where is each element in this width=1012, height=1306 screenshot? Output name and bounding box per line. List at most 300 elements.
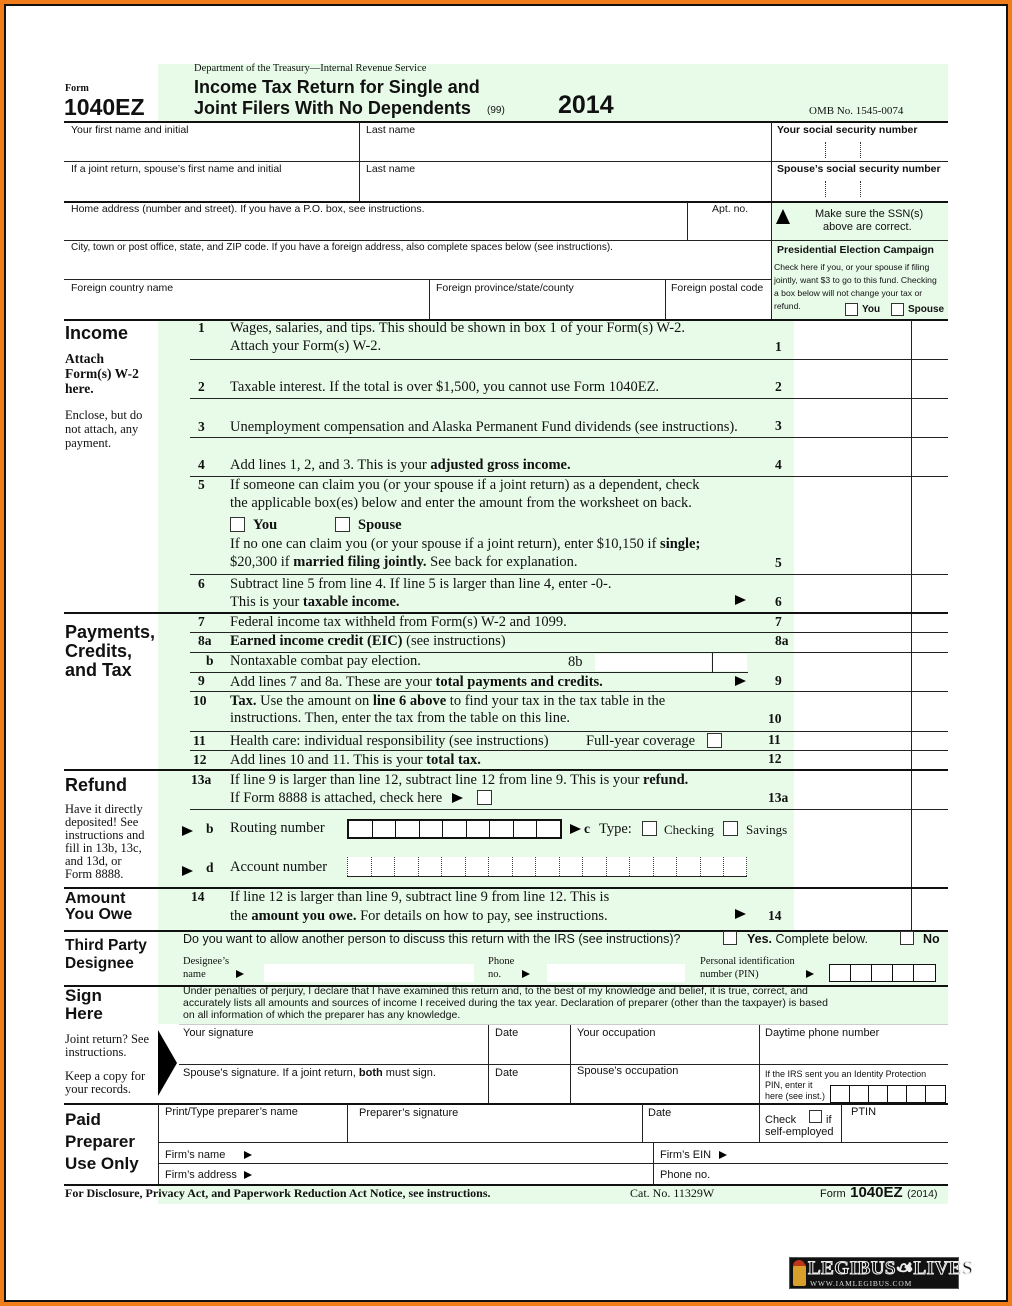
firm-address-label: Firm’s address	[165, 1169, 237, 1181]
line-11-text: Health care: individual responsibility (see instructions)	[230, 733, 549, 749]
line-13b-letter: b	[206, 821, 214, 836]
divider	[64, 240, 948, 241]
ptin-label: PTIN	[851, 1106, 877, 1118]
designee-yes-checkbox[interactable]	[723, 931, 737, 945]
divider	[190, 809, 948, 810]
line-9-ref: 9	[775, 673, 782, 688]
checking-checkbox[interactable]	[642, 821, 657, 836]
line-2-text: Taxable interest. If the total is over $1,500, you cannot use Form 1040EZ.	[230, 379, 660, 395]
payments-section-title-1: Payments,	[65, 622, 156, 642]
account-digit-box[interactable]	[371, 857, 395, 876]
spouse-occupation-input[interactable]	[573, 1082, 756, 1102]
line-5-ref: 5	[775, 555, 782, 570]
firm-name-label: Firm’s name	[165, 1149, 226, 1161]
line-3-amount-input[interactable]	[796, 400, 910, 436]
logo-title: LEGIBUS☙LIVES	[808, 1258, 974, 1279]
spouse-signature-label: Spouse’s signature. If a joint return, both must sign.	[183, 1067, 436, 1079]
firm-name-input[interactable]	[258, 1145, 650, 1162]
perjury-text-1: Under penalties of perjury, I declare that I have examined this return and, to the best of my knowledge and belief, it is true, correct, and	[183, 985, 808, 997]
line-8a-text: Earned income credit (EIC) (see instructions)	[230, 633, 506, 649]
routing-digit-box[interactable]	[537, 821, 561, 837]
line-5-number: 5	[198, 477, 205, 492]
form-8888-checkbox[interactable]	[477, 790, 492, 805]
tax-year: 2014	[558, 91, 614, 119]
line-12-number: 12	[193, 752, 207, 767]
ptin-input[interactable]	[844, 1121, 947, 1141]
line-11-ref: 11	[768, 732, 781, 747]
line-9-number: 9	[198, 673, 205, 688]
arrow-right-icon	[522, 970, 530, 978]
line-14-text-2: the amount you owe. For details on how to pay, see instructions.	[230, 908, 608, 924]
apt-no-label: Apt. no.	[712, 203, 749, 215]
arrow-right-icon	[806, 970, 814, 978]
ip-pin-text-2: PIN, enter it	[765, 1080, 813, 1090]
line-13a-text: If line 9 is larger than line 12, subtract line 12 from line 9. This is your refund.	[230, 772, 689, 788]
line-7-text: Federal income tax withheld from Form(s) W-2 and 1099.	[230, 614, 567, 630]
account-digit-box[interactable]	[582, 857, 606, 876]
identity-protection-pin-input[interactable]	[830, 1085, 946, 1103]
refund-note-5: and 13d, or	[65, 854, 122, 868]
line-4-text: Add lines 1, 2, and 3. This is your adjusted gross income.	[230, 457, 571, 473]
line-8a-amount-input[interactable]	[796, 634, 910, 650]
designee-no-label: No	[923, 932, 940, 946]
firm-ein-input[interactable]	[733, 1145, 947, 1162]
attach-note-1: Attach	[65, 351, 104, 366]
arrow-right-icon	[719, 1151, 727, 1159]
sign-section-title-2: Here	[65, 1004, 103, 1023]
ip-pin-text-1: If the IRS sent you an Identity Protection	[765, 1069, 927, 1079]
line-12-text: Add lines 10 and 11. This is your total tax.	[230, 752, 481, 768]
arrow-right-icon	[570, 824, 581, 834]
pec-text-2: jointly, want $3 to go to this fund. Checking	[774, 275, 937, 285]
account-digit-box[interactable]	[559, 857, 583, 876]
line-7-ref: 7	[775, 614, 782, 629]
helmet-plume-icon	[793, 1260, 805, 1266]
pin-digit-box[interactable]	[830, 965, 851, 981]
line-8a-ref: 8a	[775, 633, 789, 648]
routing-digit-box[interactable]	[490, 821, 514, 837]
catalog-number: Cat. No. 11329W	[630, 1186, 715, 1200]
line-5-you-label: You	[253, 517, 278, 533]
line-13d-letter: d	[206, 860, 214, 875]
pin-digit-box[interactable]	[914, 965, 935, 981]
pec-text-1: Check here if you, or your spouse if filing	[774, 262, 930, 272]
perjury-text-3: on all information of which the preparer has any knowledge.	[183, 1009, 461, 1021]
pin-digit-box[interactable]	[850, 1086, 869, 1102]
daytime-phone-input[interactable]	[762, 1042, 947, 1062]
account-number-input[interactable]	[347, 857, 747, 877]
designee-question: Do you want to allow another person to discuss this return with the IRS (see instructions)?	[183, 932, 681, 946]
income-section-title: Income	[65, 323, 129, 343]
form-code: (99)	[487, 105, 505, 116]
refund-note-1: Have it directly	[65, 802, 143, 816]
routing-digit-box[interactable]	[420, 821, 444, 837]
line-7-amount-input[interactable]	[796, 615, 910, 631]
line-11-number: 11	[193, 733, 206, 748]
preparer-name-label: Print/Type preparer’s name	[165, 1106, 298, 1118]
line-8b-spacer	[595, 654, 711, 671]
form-label: Form	[65, 83, 89, 94]
line-8b-amount-input[interactable]	[713, 654, 747, 671]
designee-yes-label: Yes. Complete below.	[747, 932, 868, 946]
ssn-label: Your social security number	[777, 124, 918, 136]
routing-digit-box[interactable]	[514, 821, 538, 837]
attach-note-3: here.	[65, 381, 94, 396]
arrow-right-icon	[452, 793, 463, 803]
ssn-notice-line2: above are correct.	[823, 221, 912, 233]
account-digit-box[interactable]	[629, 857, 653, 876]
arrow-right-icon	[735, 595, 746, 605]
preparer-section-title-3: Use Only	[65, 1154, 139, 1173]
line-5-text-2: the applicable box(es) below and enter the amount from the worksheet on back.	[230, 495, 692, 511]
home-address-label: Home address (number and street). If you have a P.O. box, see instructions.	[71, 203, 425, 215]
pin-digit-box[interactable]	[888, 1086, 907, 1102]
line-14-text: If line 12 is larger than line 9, subtract line 9 from line 12. This is	[230, 889, 610, 905]
line-3-text: Unemployment compensation and Alaska Permanent Fund dividends (see instructions).	[230, 419, 738, 435]
line-6-text-2: This is your taxable income.	[230, 594, 400, 610]
designee-section-title-2: Designee	[65, 955, 134, 972]
spouse-signature-input[interactable]	[181, 1082, 485, 1102]
line-10-number: 10	[193, 693, 207, 708]
spouse-ssn-label: Spouse’s social security number	[777, 163, 941, 175]
pec-you-label: You	[862, 304, 881, 315]
pin-digit-box[interactable]	[893, 965, 914, 981]
copy-note-2: your records.	[65, 1082, 131, 1096]
preparer-signature-label: Preparer’s signature	[359, 1107, 459, 1119]
pin-digit-box[interactable]	[872, 965, 893, 981]
account-digit-box[interactable]	[723, 857, 747, 876]
ssn-notice-line1: Make sure the SSN(s)	[815, 208, 924, 220]
line-6-ref: 6	[775, 594, 782, 609]
sign-here-arrow-icon	[158, 1030, 177, 1096]
line-1-amount-input[interactable]	[796, 322, 910, 358]
legibus-lives-logo	[789, 1257, 974, 1289]
line-14-number: 14	[191, 889, 205, 904]
divider	[347, 1104, 348, 1142]
account-number-label: Account number	[230, 859, 328, 875]
line-12-ref: 12	[768, 751, 782, 766]
line-10-amount-input[interactable]	[796, 693, 910, 729]
self-employed-label: self-employed	[765, 1126, 834, 1138]
pin-digit-box[interactable]	[869, 1086, 888, 1102]
ip-pin-text-3: here (see inst.)	[765, 1091, 826, 1101]
routing-digit-box[interactable]	[349, 821, 373, 837]
ssn-separator	[825, 142, 826, 158]
enclose-note-3: payment.	[65, 436, 112, 450]
account-digit-box[interactable]	[676, 857, 700, 876]
arrow-right-icon	[236, 970, 244, 978]
account-digit-box[interactable]	[700, 857, 724, 876]
perjury-text-2: accurately lists all amounts and sources of income I received during the tax year. Declaration of preparer (other than the taxpayer) is based	[183, 997, 828, 1009]
department-label: Department of the Treasury—Internal Revenue Service	[194, 63, 427, 74]
firm-ein-label: Firm’s EIN	[660, 1149, 712, 1161]
line-1-ref: 1	[775, 339, 782, 354]
apt-no-input[interactable]	[690, 217, 768, 239]
account-digit-box[interactable]	[441, 857, 465, 876]
divider	[911, 771, 912, 931]
designee-name-label-1: Designee’s	[183, 956, 230, 967]
pec-spouse-checkbox[interactable]	[891, 303, 904, 316]
preparer-section-title-1: Paid	[65, 1110, 101, 1129]
payments-section-title-2: Credits,	[65, 641, 133, 661]
attach-note-2: Form(s) W-2	[65, 366, 139, 381]
preparer-section-title-2: Preparer	[65, 1132, 135, 1151]
designee-name-label-2: name	[183, 969, 206, 980]
owe-section-title-2: You Owe	[65, 906, 133, 923]
line-8a-number: 8a	[198, 633, 212, 648]
preparer-date-input[interactable]	[645, 1121, 757, 1141]
designee-pin-input[interactable]	[829, 964, 936, 982]
date-label: Date	[495, 1027, 519, 1039]
refund-note-2: deposited! See	[65, 815, 139, 829]
line-5-text: If someone can claim you (or your spouse if a joint return) as a dependent, check	[230, 477, 700, 493]
disclosure-notice: For Disclosure, Privacy Act, and Paperwork Reduction Act Notice, see instructions.	[65, 1186, 491, 1200]
line-3-number: 3	[198, 419, 205, 434]
designee-pin-label-1: Personal identification	[700, 956, 795, 967]
line-5-text-4: $20,300 if married filing jointly. See back for explanation.	[230, 554, 578, 570]
spouse-date-input[interactable]	[491, 1082, 567, 1102]
account-digit-box[interactable]	[394, 857, 418, 876]
line-10-text-2: instructions. Then, enter the tax from the table on this line.	[230, 710, 570, 726]
pec-you-checkbox[interactable]	[845, 303, 858, 316]
divider	[429, 280, 430, 320]
line-4-number: 4	[198, 457, 205, 472]
your-occupation-input[interactable]	[573, 1042, 756, 1062]
line-5-spouse-label: Spouse	[358, 517, 402, 533]
pec-text-4: refund.	[774, 301, 801, 311]
your-occupation-label: Your occupation	[577, 1027, 656, 1039]
foreign-country-input[interactable]	[66, 296, 426, 318]
footer-form-id: Form 1040EZ (2014)	[820, 1184, 938, 1201]
foreign-province-input[interactable]	[432, 296, 662, 318]
first-name-input[interactable]	[66, 138, 356, 160]
account-digit-box[interactable]	[606, 857, 630, 876]
preparer-name-input[interactable]	[161, 1121, 345, 1141]
full-year-coverage-checkbox[interactable]	[707, 733, 722, 748]
designee-phone-label-1: Phone	[488, 956, 515, 967]
full-year-coverage-label: Full-year coverage	[586, 733, 696, 749]
joint-return-note-1: Joint return? See	[65, 1032, 150, 1046]
divider	[488, 1025, 489, 1105]
preparer-date-label: Date	[648, 1107, 672, 1119]
preparer-signature-input[interactable]	[350, 1121, 640, 1141]
savings-checkbox[interactable]	[723, 821, 738, 836]
account-digit-box[interactable]	[653, 857, 677, 876]
line-10-text: Tax. Use the amount on line 6 above to find your tax in the tax table in the	[230, 693, 666, 709]
savings-label: Savings	[746, 822, 788, 837]
pin-digit-box[interactable]	[831, 1086, 850, 1102]
line-7-number: 7	[198, 614, 205, 629]
form-title-line1: Income Tax Return for Single and	[194, 77, 480, 97]
refund-note-6: Form 8888.	[65, 867, 124, 881]
line-5-you-checkbox[interactable]	[230, 517, 245, 532]
designee-no-checkbox[interactable]	[900, 931, 914, 945]
divider	[911, 320, 912, 612]
account-digit-box[interactable]	[465, 857, 489, 876]
routing-digit-box[interactable]	[467, 821, 491, 837]
line-8b-ref: 8b	[568, 654, 583, 670]
checking-label: Checking	[664, 822, 714, 837]
line-10-ref: 10	[768, 711, 782, 726]
sign-section-title-1: Sign	[65, 986, 102, 1005]
divider	[771, 122, 772, 320]
divider	[759, 1104, 760, 1142]
refund-note-4: fill in 13b, 13c,	[65, 841, 142, 855]
date-input[interactable]	[491, 1042, 567, 1062]
ssn-separator	[825, 181, 826, 197]
arrow-right-icon	[244, 1171, 252, 1179]
line-6-text: Subtract line 5 from line 4. If line 5 is larger than line 4, enter -0-.	[230, 576, 612, 592]
routing-number-input[interactable]	[347, 819, 562, 839]
line-5-spouse-checkbox[interactable]	[335, 517, 350, 532]
arrow-right-icon	[735, 676, 746, 686]
refund-note-3: instructions and	[65, 828, 145, 842]
check-label: Check	[765, 1114, 797, 1126]
pec-title: Presidential Election Campaign	[777, 244, 934, 256]
first-name-label: Your first name and initial	[71, 124, 189, 136]
line-6-number: 6	[198, 576, 205, 591]
account-digit-box[interactable]	[347, 857, 371, 876]
pec-spouse-label: Spouse	[908, 304, 945, 315]
line-13a-number: 13a	[191, 772, 212, 787]
line-5-amount-input[interactable]	[796, 478, 910, 573]
line-13a-ref: 13a	[768, 790, 789, 805]
account-type-label: Type:	[599, 821, 632, 837]
divider	[359, 122, 360, 202]
account-digit-box[interactable]	[512, 857, 536, 876]
account-digit-box[interactable]	[535, 857, 559, 876]
home-address-input[interactable]	[66, 217, 684, 239]
designee-name-input[interactable]	[264, 964, 474, 982]
divider	[179, 1064, 948, 1065]
divider	[64, 161, 948, 162]
divider	[665, 280, 666, 320]
foreign-province-label: Foreign province/state/county	[436, 282, 574, 294]
divider	[570, 1025, 571, 1105]
divider	[190, 437, 948, 438]
ssn-separator	[860, 181, 861, 197]
preparer-phone-input[interactable]	[716, 1166, 947, 1183]
line-9-text: Add lines 7 and 8a. These are your total payments and credits.	[230, 674, 603, 690]
divider	[841, 1104, 842, 1142]
foreign-country-label: Foreign country name	[71, 282, 174, 294]
divider	[642, 1104, 643, 1142]
line-11-amount-input[interactable]	[796, 733, 910, 749]
divider	[64, 1103, 948, 1105]
daytime-phone-label: Daytime phone number	[765, 1027, 880, 1039]
ssn-separator	[860, 142, 861, 158]
arrow-right-icon	[182, 826, 193, 836]
pin-digit-box[interactable]	[907, 1086, 926, 1102]
designee-pin-label-2: number (PIN)	[700, 969, 759, 980]
designee-section-title-1: Third Party	[65, 937, 147, 954]
line-12-amount-input[interactable]	[796, 752, 910, 768]
line-8b-text: Nontaxable combat pay election.	[230, 653, 421, 669]
last-name-label: Last name	[366, 124, 416, 136]
owe-section-title-1: Amount	[65, 890, 126, 907]
routing-digit-box[interactable]	[443, 821, 467, 837]
line-2-amount-input[interactable]	[796, 361, 910, 397]
divider	[190, 359, 948, 360]
city-state-zip-input[interactable]	[66, 256, 768, 278]
last-name-input[interactable]	[362, 138, 767, 160]
arrow-right-icon	[182, 866, 193, 876]
account-digit-box[interactable]	[418, 857, 442, 876]
line-13c-letter: c	[584, 821, 590, 836]
divider	[158, 1104, 159, 1184]
routing-digit-box[interactable]	[396, 821, 420, 837]
divider	[190, 398, 948, 399]
divider	[759, 1025, 760, 1105]
spouse-occupation-label: Spouse’s occupation	[577, 1065, 679, 1077]
divider	[158, 1142, 948, 1143]
copy-note-1: Keep a copy for	[65, 1069, 146, 1083]
preparer-phone-label: Phone no.	[660, 1169, 711, 1181]
pin-digit-box[interactable]	[926, 1086, 945, 1102]
divider	[911, 614, 912, 770]
spouse-first-name-input[interactable]	[66, 177, 356, 199]
routing-number-label: Routing number	[230, 820, 325, 836]
form-number: 1040EZ	[64, 94, 145, 120]
payments-section-title-3: and Tax	[65, 660, 132, 680]
firm-address-input[interactable]	[258, 1166, 650, 1183]
divider	[179, 1024, 948, 1025]
line-2-ref: 2	[775, 379, 782, 394]
designee-phone-input[interactable]	[547, 964, 685, 982]
account-digit-box[interactable]	[488, 857, 512, 876]
check-if-label: if	[826, 1114, 832, 1126]
line-3-ref: 3	[775, 418, 782, 433]
line-2-number: 2	[198, 379, 205, 394]
foreign-postal-input[interactable]	[668, 296, 768, 318]
logo-url: WWW.IAMLEGIBUS.COM	[810, 1279, 913, 1288]
line-6-amount-input[interactable]	[796, 577, 910, 612]
your-signature-label: Your signature	[183, 1027, 254, 1039]
routing-digit-box[interactable]	[373, 821, 397, 837]
line-14-ref: 14	[768, 908, 782, 923]
line-8b-letter: b	[206, 653, 214, 668]
line-1-text: Wages, salaries, and tips. This should be shown in box 1 of your Form(s) W-2.	[230, 320, 686, 336]
line-9-amount-input[interactable]	[796, 654, 910, 690]
line-4-amount-input[interactable]	[796, 439, 910, 475]
joint-return-note-2: instructions.	[65, 1045, 127, 1059]
line-4-ref: 4	[775, 457, 782, 472]
divider	[687, 202, 688, 240]
spouse-last-name-label: Last name	[366, 163, 416, 175]
line-13a-amount-input[interactable]	[796, 773, 910, 808]
pin-digit-box[interactable]	[851, 965, 872, 981]
line-1-text-2: Attach your Form(s) W-2.	[230, 338, 382, 354]
spouse-date-label: Date	[495, 1067, 519, 1079]
spouse-last-name-input[interactable]	[362, 177, 767, 199]
omb-number: OMB No. 1545-0074	[809, 105, 904, 117]
refund-section-title: Refund	[65, 775, 127, 795]
self-employed-checkbox[interactable]	[809, 1110, 822, 1123]
enclose-note-1: Enclose, but do	[65, 408, 143, 422]
arrow-right-icon	[735, 909, 746, 919]
pec-text-3: a box below will not change your tax or	[774, 288, 923, 298]
spouse-first-name-label: If a joint return, spouse’s first name and initial	[71, 163, 282, 175]
divider	[158, 1163, 948, 1164]
foreign-postal-label: Foreign postal code	[671, 282, 764, 294]
line-5-text-3: If no one can claim you (or your spouse if a joint return), enter $10,150 if single;	[230, 536, 701, 552]
your-signature-input[interactable]	[181, 1042, 485, 1062]
designee-phone-label-2: no.	[488, 969, 502, 980]
city-label: City, town or post office, state, and ZIP code. If you have a foreign address, also complete spaces below (see instructions).	[71, 242, 613, 253]
warning-triangle-icon	[776, 209, 790, 224]
line-14-amount-input[interactable]	[796, 890, 910, 929]
arrow-right-icon	[244, 1151, 252, 1159]
